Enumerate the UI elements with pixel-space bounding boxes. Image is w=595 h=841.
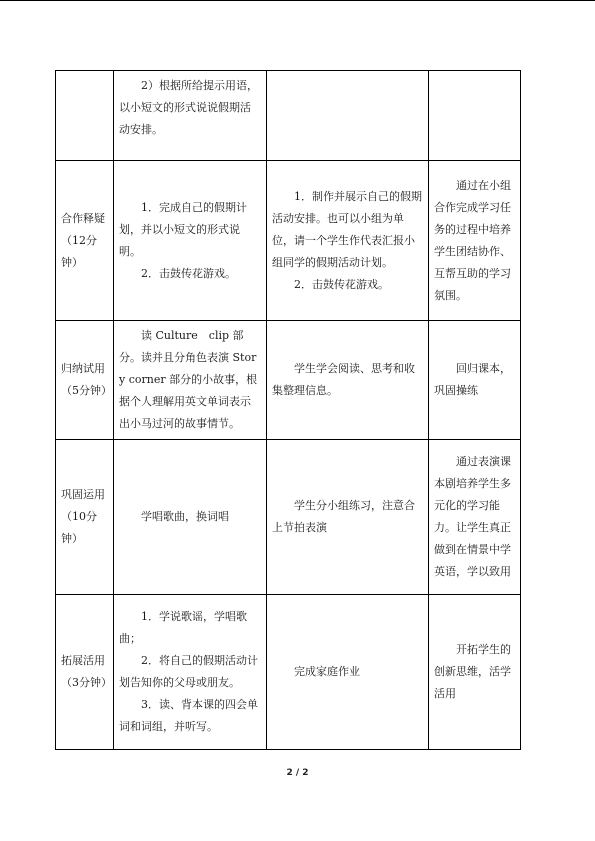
teacher-activity-text: 2．击鼓传花游戏。: [141, 266, 236, 280]
stage-cell: [56, 440, 114, 595]
purpose-text: 回归课本，巩固操练: [434, 362, 511, 397]
teacher-activity-text: 2）根据所给提示用语，以小短文的形式说说假期活动安排。: [119, 79, 258, 136]
stage-label: 归纳试用（5分钟）: [61, 362, 112, 397]
teacher-activity-cell: [114, 321, 267, 440]
table-row: [56, 71, 521, 161]
stage-cell: [56, 321, 114, 440]
table-row: [56, 161, 521, 321]
purpose-cell: [429, 440, 521, 595]
teacher-activity-text: 2．将自己的假期活动计划告知你的父母或朋友。: [119, 654, 258, 689]
teacher-activity-text: 读 Culture clip 部分。读并且分角色表演 Story corner 部分的小故事，根据个人理解用英文单词表示出小马过河的故事情节。: [119, 329, 258, 430]
stage-label: 巩固运用（10分钟）: [61, 488, 105, 545]
teacher-activity-text: 1．学说歌谣，学唱歌曲；: [119, 610, 247, 645]
teacher-activity-text: 学唱歌曲，换词唱: [141, 510, 229, 523]
purpose-text: 通过在小组合作完成学习任务的过程中培养学生团结协作、互帮互助的学习氛围。: [434, 178, 511, 302]
teacher-activity-text: 3．读、背本课的四会单词和词组，并听写。: [119, 698, 258, 733]
student-activity-cell: [267, 440, 429, 595]
lesson-plan-table: [55, 70, 521, 750]
teacher-activity-text: 1．完成自己的假期计划，并以小短文的形式说明。: [119, 200, 247, 258]
purpose-cell: [429, 595, 521, 750]
teacher-activity-cell: [114, 595, 267, 750]
stage-cell: [56, 595, 114, 750]
purpose-text: 通过表演课本剧培养学生多元化的学习能力。让学生真正做到在情景中学英语，学以致用: [434, 455, 511, 578]
stage-label: 合作释疑（12分钟）: [61, 211, 105, 269]
table-row: [56, 595, 521, 750]
page-number: 2 / 2: [286, 768, 309, 778]
table-row: [56, 321, 521, 440]
student-activity-cell: [267, 161, 429, 321]
stage-cell: [56, 161, 114, 321]
student-activity-text: 学生学会阅读、思考和收集整理信息。: [272, 362, 415, 397]
student-activity-cell: [267, 321, 429, 440]
page-top-rule: [0, 0, 595, 1]
purpose-cell: [429, 321, 521, 440]
purpose-cell: [429, 161, 521, 321]
student-activity-cell: [267, 595, 429, 750]
table-row: [56, 440, 521, 595]
stage-label: 拓展活用（3分钟）: [61, 654, 112, 689]
student-activity-text: 学生分小组练习，注意合上节拍表演: [272, 499, 415, 534]
purpose-cell: [429, 71, 521, 161]
purpose-text: 开拓学生的创新思维，活学活用: [434, 643, 511, 700]
student-activity-text: 完成家庭作业: [294, 665, 360, 678]
student-activity-cell: [267, 71, 429, 161]
teacher-activity-cell: [114, 161, 267, 321]
teacher-activity-cell: [114, 440, 267, 595]
stage-cell: [56, 71, 114, 161]
student-activity-text: 1．制作并展示自己的假期活动安排。也可以小组为单位，请一个学生作代表汇报小组同学的假期活动计划。: [272, 189, 422, 269]
teacher-activity-cell: [114, 71, 267, 161]
student-activity-text: 2．击鼓传花游戏。: [294, 277, 389, 291]
